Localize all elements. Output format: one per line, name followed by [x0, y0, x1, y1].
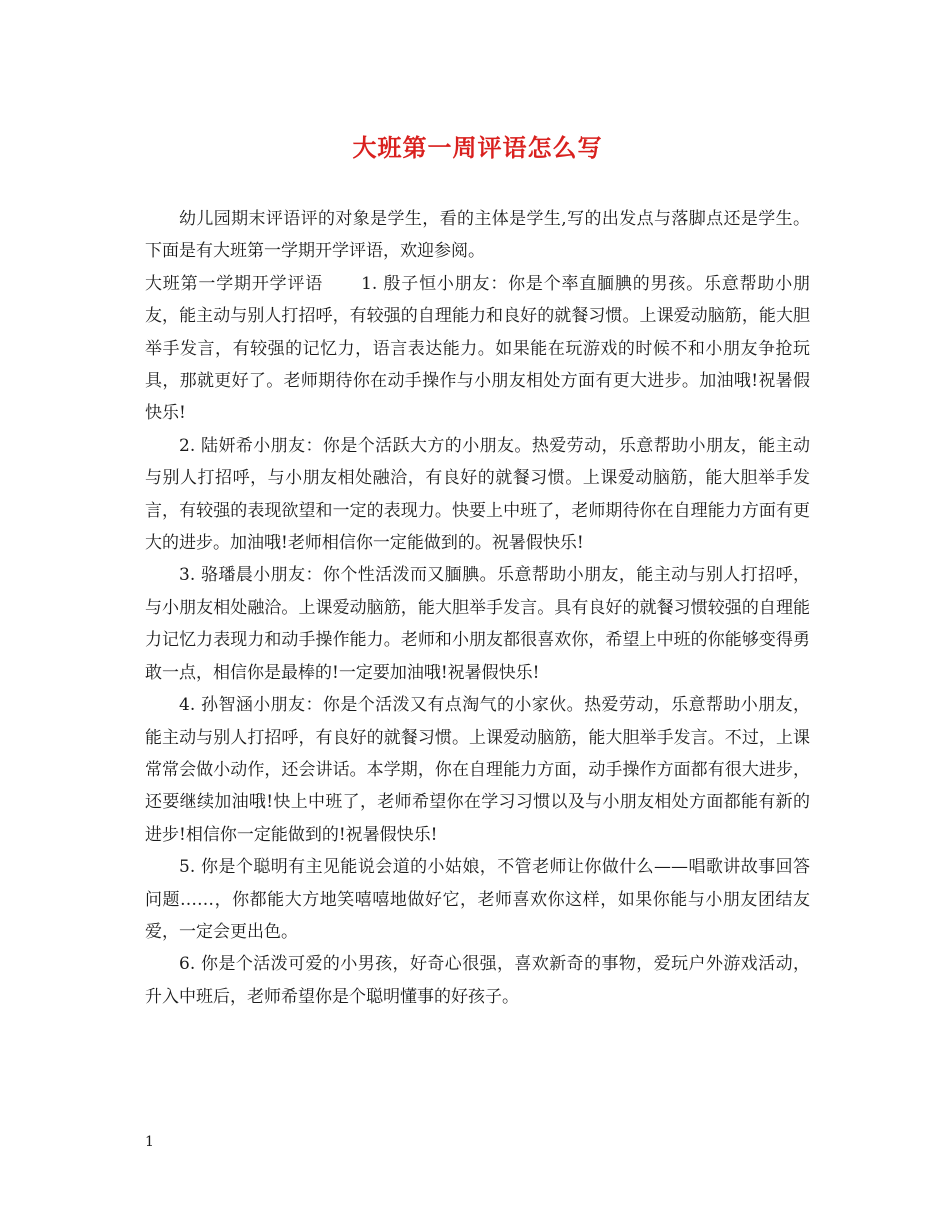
document-title: 大班第一周评语怎么写 — [352, 133, 603, 162]
comment-paragraph-4: 4. 孙智涵小朋友：你是个活泼又有点淘气的小家伙。热爱劳动，乐意帮助小朋友，能主动与别人打招呼，有良好的就餐习惯。上课爱动脑筋，能大胆举手发言。不过，上课常常会做小动作，还会讲话。本学期，你在自理能力方面，动手操作方面都有很大进步，还要继续加油哦!快上中班了，老师希望你在学习习惯以及与小朋友相处方面都能有新的进步!相信你一定能做到的!祝暑假快乐! — [145, 695, 810, 845]
comment-text-1: 1. 殷子恒小朋友：你是个率直腼腆的男孩。乐意帮助小朋友，能主动与别人打招呼，有较强的自理能力和良好的就餐习惯。上课爱动脑筋，能大胆举手发言，有较强的记忆力，语言表达能力。如果能在玩游戏的时候不和小朋友争抢玩具，那就更好了。老师期待你在动手操作与小朋友相处方面有更大进步。加油哦!祝暑假快乐! — [145, 273, 811, 424]
comment-paragraph-6: 6. 你是个活泼可爱的小男孩，好奇心很强，喜欢新奇的事物，爱玩户外游戏活动，升入中班后，老师希望你是个聪明懂事的好孩子。 — [145, 954, 810, 1007]
section-heading: 大班第一学期开学评语 — [145, 273, 324, 294]
document-page — [145, 0, 810, 1230]
comment-paragraph-5: 5. 你是个聪明有主见能说会道的小姑娘，不管老师让你做什么——唱歌讲故事回答问题……，你都能大方地笑嘻嘻地做好它，老师喜欢你这样，如果你能与小朋友团结友爱，一定会更出色。 — [145, 857, 810, 942]
page-number: 1 — [145, 1134, 154, 1150]
comment-paragraph-2: 2. 陆妍希小朋友：你是个活跃大方的小朋友。热爱劳动，乐意帮助小朋友，能主动与别人打招呼，与小朋友相处融洽，有良好的就餐习惯。上课爱动脑筋，能大胆举手发言，有较强的表现欲望和一定的表现力。快要上中班了，老师期待你在自理能力方面有更大的进步。加油哦!老师相信你一定能做到的。祝暑假快乐! — [145, 435, 810, 554]
first-comment-paragraph — [145, 268, 810, 430]
document-body — [145, 203, 810, 1013]
intro-paragraph: 幼儿园期末评语评的对象是学生，看的主体是学生,写的出发点与落脚点还是学生。下面是有大班第一学期开学评语，欢迎参阅。 — [145, 209, 810, 262]
comment-paragraph-3: 3. 骆璠晨小朋友：你个性活泼而又腼腆。乐意帮助小朋友，能主动与别人打招呼，与小朋友相处融洽。上课爱动脑筋，能大胆举手发言。具有良好的就餐习惯较强的自理能力记忆力表现力和动手操作能力。老师和小朋友都很喜欢你，希望上中班的你能够变得勇敢一点，相信你是最棒的!一定要加油哦!祝暑假快乐! — [145, 565, 810, 683]
